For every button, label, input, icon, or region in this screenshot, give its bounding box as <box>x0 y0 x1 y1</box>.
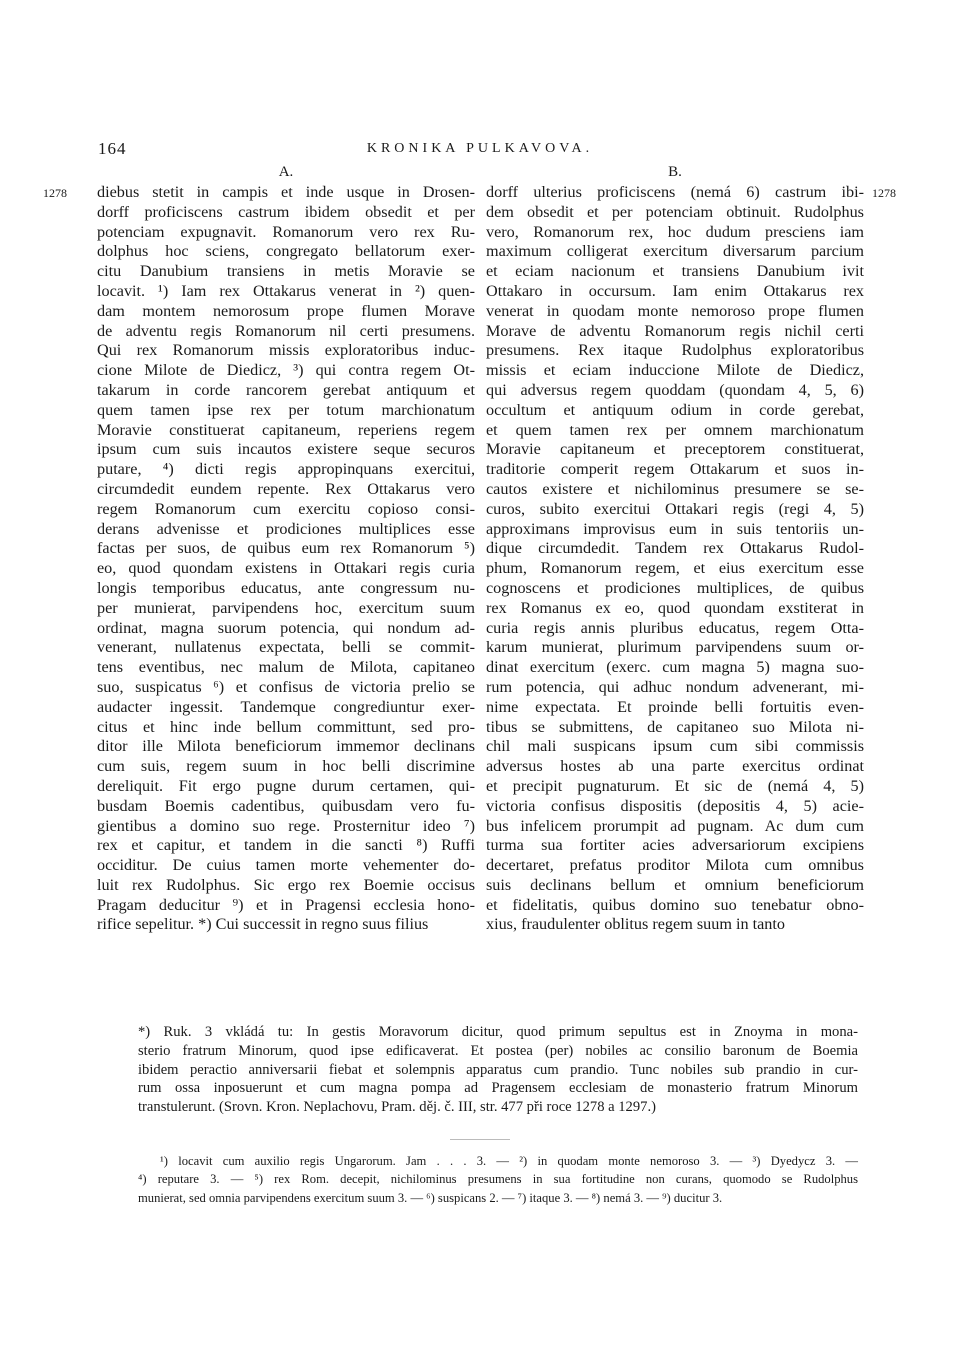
text-line: ditor ille Milota beneficiorum immemor declinans <box>97 737 475 756</box>
text-line: approximans improvisus eum in suis tentoriis un- <box>486 519 864 538</box>
text-line: cione Milote de Diedicz, ³) qui contra regem Ot- <box>97 361 475 380</box>
text-line: citus et hinc inde bellum committunt, sed pro- <box>97 717 475 736</box>
column-b-heading: B. <box>668 164 682 180</box>
text-line: sterio fratrum Minorum, quod ipse edificaverat. Et postea (per) nobiles ac consilio baronum de Boemia <box>138 1042 858 1059</box>
text-line: decertaret, prefatus proditor Milota cum omnibus <box>486 856 864 875</box>
text-line: ibidem peractio anniversarii fiebat et solempnis apparatus cum prandio. Tunc nobiles sub prandio in cur- <box>138 1061 858 1078</box>
text-line: bus infelicem prorumpit ad pugnam. Ac dum cum <box>486 816 864 835</box>
text-line: curia regis annis pluribus educatus, regem Otta- <box>486 618 864 637</box>
text-line: missis et eciam inducciоne Milote de Diedicz, <box>486 361 864 380</box>
editorial-note <box>138 1023 858 1117</box>
text-line: locavit. ¹) Iam rex Ottakarus venerat in ²) quen- <box>97 281 475 300</box>
text-line: audacter ingessit. Tandemque congrediuntur exer- <box>97 697 475 716</box>
page-number: 164 <box>98 139 127 158</box>
text-line: takarum in corde rancorem gerebat antiquum et <box>97 380 475 399</box>
text-line: maximum colligerat exercitum diversarum parcium <box>486 242 864 261</box>
text-line: eo, quod quondam existens in Ottakari regis curia <box>97 559 475 578</box>
text-line: phum, Romanorum regem, et eius exercitum esse <box>486 559 864 578</box>
text-line: occultum et antiquum odium in corde gerebat, <box>486 400 864 419</box>
text-line: occiditur. De cuius tamen morte vehementer do- <box>97 856 475 875</box>
text-line: suis declinans bellum et omnium beneficiorum <box>486 875 864 894</box>
text-line: factas per suos, de quibus eum rex Romanorum ⁵) <box>97 539 475 558</box>
text-line: citu Danubium transiens in metis Moravie se <box>97 262 475 281</box>
text-line: adversus hostes ab una parte exercitus ordinat <box>486 757 864 776</box>
text-line: dorff proficiscens castrum ibidem obsedit et per <box>97 202 475 221</box>
text-line: dereliquit. Fit ergo pugne durum certamen, qui- <box>97 776 475 795</box>
text-line: dorff ulterius proficiscens (nemá 6) castrum ibi- <box>486 183 864 201</box>
text-line: dolphus hoc sciens, congregato bellatorum exer- <box>97 242 475 261</box>
text-line: quem tamen ipse rex per totum marchionatum <box>97 400 475 419</box>
text-line: qui adversus regem quoddam (quondam 4, 5, 6) <box>486 380 864 399</box>
text-line: et eciam nacionum et transiens Danubium ivit <box>486 262 864 281</box>
margin-year-right: 1278 <box>872 186 896 200</box>
text-line: curos, subito exercitui Ottakari regis (regi 4, 5) <box>486 499 864 518</box>
text-line: et quem tamen rex per omnem marchionatum <box>486 420 864 439</box>
margin-year-left: 1278 <box>43 186 67 200</box>
text-line: Morave de adventu Romanorum regis nichil certi <box>486 321 864 340</box>
text-line: Moravie constituerat capitaneum, reperiens regem <box>97 420 475 439</box>
text-line: victoria confisus dispositis (depositis 4, 5) acie- <box>486 796 864 815</box>
text-line: vero, Romanorum rex, hoc dudum presciens iam <box>486 222 864 241</box>
running-title: KRONIKA PULKAVOVA. <box>366 141 594 156</box>
text-line: rex et capitur, et tandem in die sancti ⁸) Ruffi <box>97 836 475 855</box>
text-line: rifice sepelitur. *) Cui successit in regno suus filius <box>97 915 429 934</box>
text-line: dinat exercitum (exerc. cum magna 5) magna suo- <box>486 658 864 677</box>
text-line: longis temporibus educatus, ante congressum nu- <box>97 578 475 597</box>
text-line: potenciam expugnavit. Romanorum vero rex Ru- <box>97 222 475 241</box>
text-line: busdam Boemis cadentibus, quibusdam vero fu- <box>97 796 475 815</box>
text-line: rex Romanus ex eo, quod quondam exstiterat in <box>486 598 864 617</box>
text-line: de adventu regis Romanorum nil certi presumens. <box>97 321 475 340</box>
text-line: traditorie comperit regem Ottakarum et suos in- <box>486 460 864 479</box>
text-line: per munierat, parvipendens hoc, exercitum suum <box>97 598 475 617</box>
column-a <box>97 161 475 935</box>
text-line: et precipit pugnaturum. Et sic de (nemá 4, 5) <box>486 776 864 795</box>
column-b <box>486 161 864 935</box>
text-line: putare, ⁴) dicti regis appropinquans exercitui, <box>97 460 475 479</box>
text-line: derans advenisse et prodiciones multiplices esse <box>97 519 475 538</box>
text-line: ¹) locavit cum auxilio regis Ungarorum. Jam . . . 3. — ²) in quodam monte nemoroso 3. — ³) Dyedycz 3. — <box>160 1154 858 1168</box>
footnotes <box>138 1152 858 1207</box>
text-line: nime expectata. Et proinde belli fortuitis even- <box>486 697 864 716</box>
text-line: tibus se submittens, de capitaneo suo Milota ni- <box>486 717 864 736</box>
text-line: Ottakaro in occursum. Iam enim Ottakarus rex <box>486 281 864 300</box>
text-line: presumens. Rex itaque Rudolphus exploratoribus <box>486 341 864 360</box>
text-line: transtulerunt. (Srovn. Kron. Neplachovu, Pram. děj. č. III, str. 477 při roce 1278 a 1297.) <box>138 1099 656 1116</box>
column-a-heading: A. <box>278 164 294 180</box>
text-line: circumdedit eundem repente. Rex Ottakarus vero <box>97 479 475 498</box>
text-line: karum munierat, plurimum parvipendens suum or- <box>486 638 864 657</box>
text-line: ipsum cum suis incautos existere seque securos <box>97 440 475 459</box>
column-b-text <box>486 183 864 935</box>
text-line: dique circumdedit. Tandem rex Ottakarus Rudol- <box>486 539 864 558</box>
text-line: chil mali suspicans ipsum cum sibi commissis <box>486 737 864 756</box>
text-line: cum suis, regem suum in hoc belli discrimine <box>97 757 475 776</box>
text-line: Pragam deducitur ⁹) et in Pragensi ecclesia hono- <box>97 895 475 914</box>
text-line: xius, fraudulenter oblitus regem suum in tanto <box>486 915 785 934</box>
text-line: et fidelitatis, quibus domino suo tenebatur obno- <box>486 895 864 914</box>
text-line: Qui rex Romanorum missis exploratoribus induc- <box>97 341 475 360</box>
text-line: venerant, nullatenus expectata, belli se commit- <box>97 638 475 657</box>
text-line: gientibus a domino suo rege. Prosternitur ideo ⁷) <box>97 816 475 835</box>
text-line: Moravie capitaneum et preceptorem constituerat, <box>486 440 864 459</box>
text-line: venerat in quodam monte nemoroso prope flumen <box>486 301 864 320</box>
column-a-text <box>97 183 475 935</box>
text-line: cautos existere et nichilominus presumere se se- <box>486 479 864 498</box>
text-line: *) Ruk. 3 vkládá tu: In gestis Moravorum dicitur, quod primum sepultus est in Znoyma in mona- <box>138 1024 858 1040</box>
text-line: cognoscens et prodiciones multiplices, de quibus <box>486 578 864 597</box>
text-line: dem obsedit et per potenciam obtinuit. Rudolphus <box>486 202 864 221</box>
text-line: diebus stetit in campis et inde usque in Drosen- <box>97 183 475 201</box>
text-line: tens eventibus, nec malum de Milota, capitaneo <box>97 658 475 677</box>
text-line: ordinat, magna suorum potencia, qui nondum ad- <box>97 618 475 637</box>
text-line: dam montem nemorosum prope flumen Morave <box>97 301 475 320</box>
text-line: suo, suspicatus ⁶) et confisus de victoria prelio se <box>97 677 475 696</box>
text-line: luit rex Rudolphus. Sic ergo rex Boemie occisus <box>97 875 475 894</box>
text-line: ⁴) reputare 3. — ⁵) rex Rom. decepit, nichilominus presumens in sua fortitudine non curans, quomodo se Rudolphus <box>138 1172 858 1187</box>
text-line: rum ossa inposuerunt et cum magna pompa ad Pragensem ecclesiam de monasterio fratrum Minorum <box>138 1080 858 1097</box>
text-line: rum potencia, qui adhuc nondum advenerant, mi- <box>486 677 864 696</box>
footnote-separator <box>450 1139 510 1140</box>
text-line: regem Romanorum cum exercitu copioso consi- <box>97 499 475 518</box>
text-line: turma sua fortiter acies adversariorum excipiens <box>486 836 864 855</box>
text-line: munierat, sed omnia parvipendens exercitum suum 3. — ⁶) suspicans 2. — ⁷) itaque 3. — ⁸) nemá 3. — ⁹) ducitur 3. <box>138 1190 723 1205</box>
